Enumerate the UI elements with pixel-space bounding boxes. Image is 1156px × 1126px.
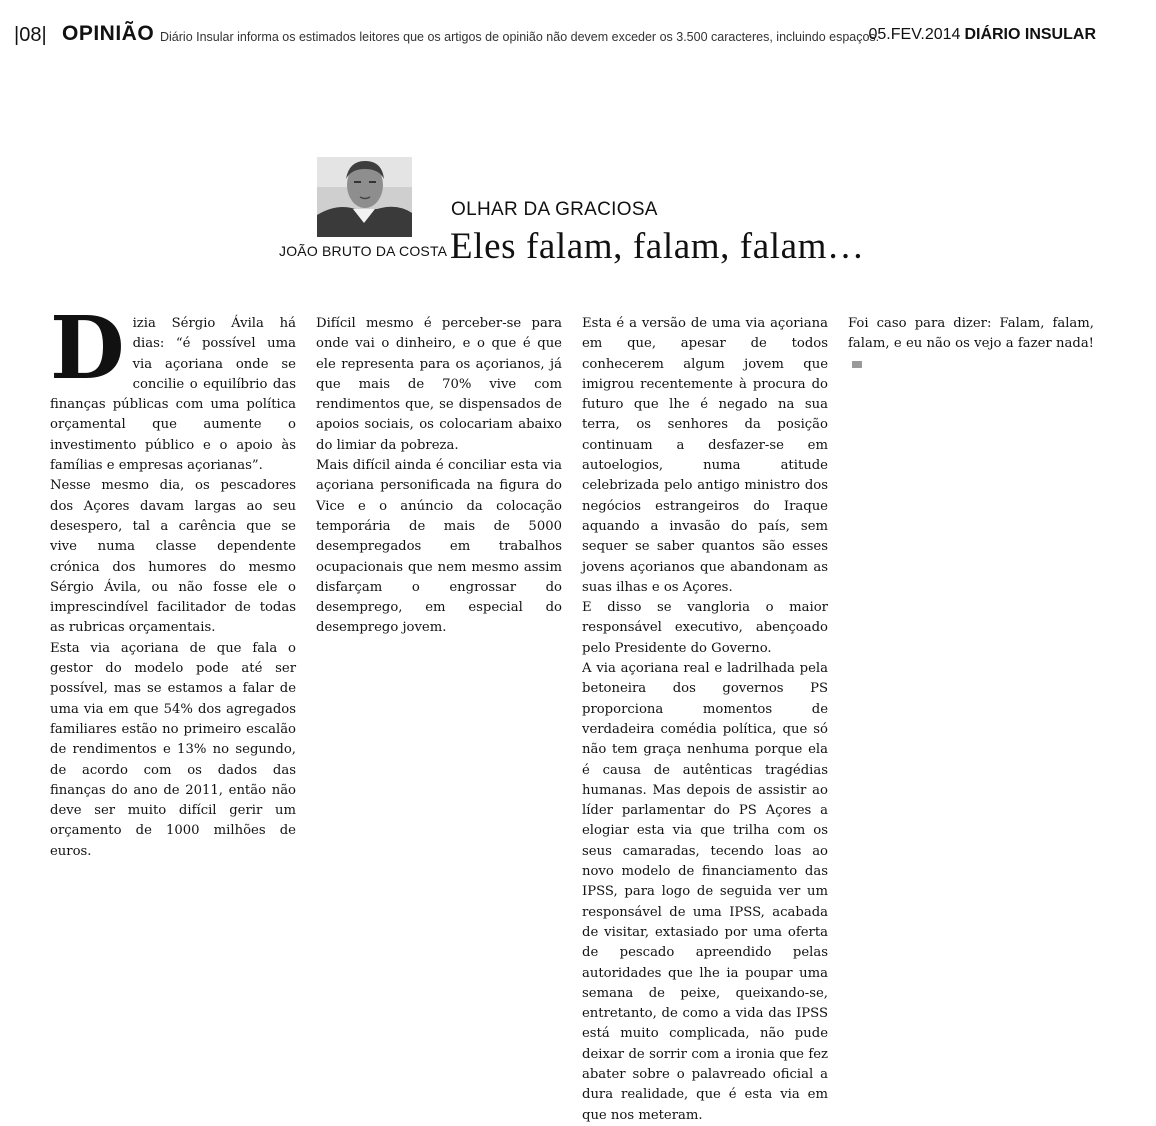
drop-cap: D	[50, 298, 125, 399]
paragraph: Mais difícil ainda é conciliar esta via açoriana personificada na figura do Vice e o anúncio da colocação temporária de mais de 5000 desempregados em trabalhos ocupacionais que nem mesmo assim disfarçam o engrossar do desemprego, em especial do desemprego jovem.	[316, 458, 562, 636]
author-name: JOÃO BRUTO DA COSTA	[279, 243, 448, 259]
text-column-4	[848, 314, 1094, 375]
paragraph: A via açoriana real e ladrilhada pela betoneira dos governos PS proporciona momentos de verdadeira comédia política, que só não tem graça nenhuma porque ela é causa de autênticas tragédias humanas. Mas depois de assistir ao líder parlamentar do PS Açores a elogiar esta via que trilha com os seus camaradas, tecendo loas ao novo modelo de financiamento das IPSS, para logo de seguida ver um responsável de uma IPSS, acabada de visitar, extasiado por uma oferta de pescado apreendido pelas autoridades que lhe ia poupar uma semana de peixe, queixando-se, entretanto, de como a vida das IPSS está muito complicada, não pude deixar de sorrir com a ironia que fez abater sobre o palavreado oficial a dura realidade, que é esta via em que nos meteram.	[582, 661, 828, 1123]
paragraph: Nesse mesmo dia, os pescadores dos Açores davam largas ao seu desespero, tal a carência que se vive numa classe dependente crónica dos humores do mesmo Sérgio Ávila, ou não fosse ele o imprescindível facilitador de todas as rubricas orçamentais.	[50, 478, 296, 636]
paragraph: Esta via açoriana de que fala o gestor do modelo pode até ser possível, mas se estamos a falar de uma via em que 54% dos agregados familiares estão no primeiro escalão de rendimentos e 13% no segundo, de acordo com os dados das finanças do ano de 2011, então não deve ser muito difícil gerir um orçamento de 1000 milhões de euros.	[50, 640, 296, 859]
page-header	[14, 22, 1096, 52]
page-number: |08|	[14, 24, 47, 46]
text-column-2	[316, 314, 562, 639]
section-title: OPINIÃO	[62, 22, 155, 45]
dateline	[869, 26, 1097, 44]
end-mark-icon	[852, 361, 862, 368]
paragraph	[848, 314, 1094, 375]
newspaper-name: DIÁRIO INSULAR	[964, 26, 1096, 43]
article-title: Eles falam, falam, falam…	[450, 226, 865, 267]
paragraph: Difícil mesmo é perceber-se para onde vai o dinheiro, e o que é que ele representa para os açorianos, já que mais de 70% vive com rendimentos que, se dispensados de apoios sociais, os colocariam abaixo do limiar da pobreza.	[316, 316, 562, 453]
text-column-3	[582, 314, 828, 1126]
author-portrait-image	[317, 157, 412, 237]
paragraph: Esta é a versão de uma via açoriana em que, apesar de todos conhecerem algum jovem que imigrou recentemente à procura do futuro que lhe é negado na sua terra, os senhores da posição continuam a desfazer-se em autoelogios, numa atitude celebrizada pelo antigo ministro dos negócios estrangeiros do Iraque aquando a invasão do país, sem sequer se saber quantos são esses jovens açorianos que abandonam as suas ilhas e os Açores.	[582, 316, 828, 595]
editorial-notice: Diário Insular informa os estimados leitores que os artigos de opinião não devem exceder os 3.500 caracteres, incluindo espaços.	[160, 30, 880, 44]
author-photo	[317, 157, 412, 237]
paragraph-text: izia Sérgio Ávila há dias: “é possível uma via açoriana onde se concilie o equilíbrio das finanças públicas com uma política orçamental que aumente o investimento público e o apoio às famílias e empresas açorianas”.	[50, 316, 296, 474]
paragraph	[50, 298, 296, 476]
paragraph-text: Foi caso para dizer: Falam, falam, falam, e eu não os vejo a fazer nada!	[848, 316, 1094, 352]
text-column-1	[50, 298, 296, 862]
issue-date: 05.FEV.2014	[868, 26, 961, 43]
paragraph: E disso se vangloria o maior responsável executivo, abençoado pelo Presidente do Governo.	[582, 600, 828, 656]
article-body	[50, 298, 1096, 1123]
column-kicker: OLHAR DA GRACIOSA	[451, 199, 658, 220]
